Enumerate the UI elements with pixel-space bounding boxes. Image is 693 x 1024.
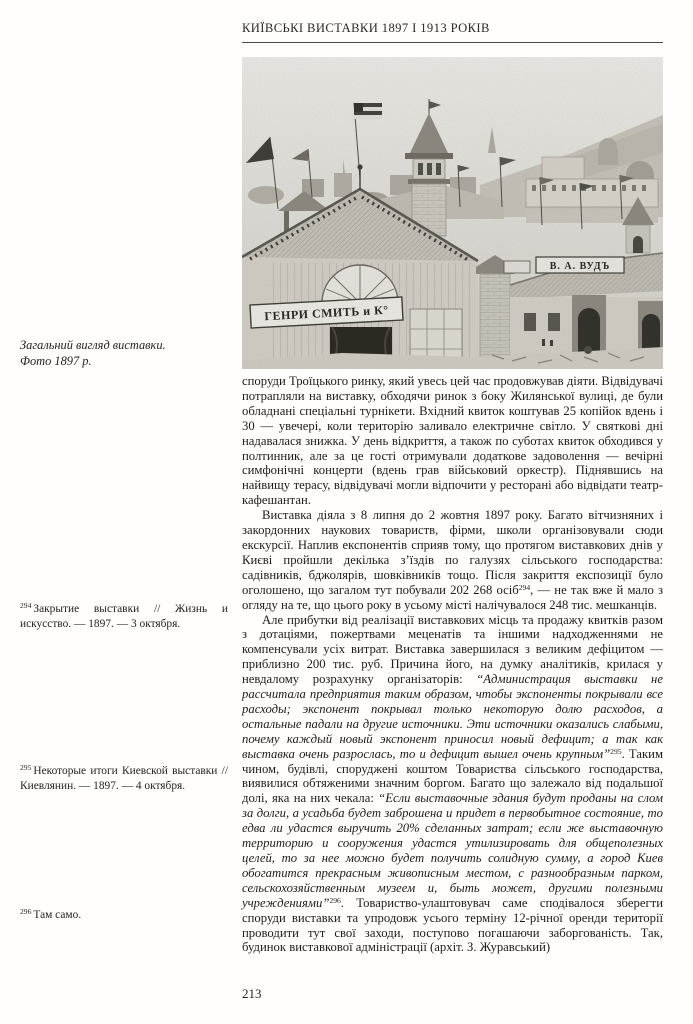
page-number: 213 [242, 986, 262, 1001]
paragraph-3-quote-1: “Администрация выставки не рассчитала предприятия таким образом, чтобы экспоненты покрывали все расходы; экспонент покрывал только некоторую долю расходов, а остальные падали на другие источники. Эти источники оказались слабыми, почему каждый новый экспонент приносил новый дефицит; а так как выставка очень разрослась, то и дефицит вышел очень крупным” [242, 672, 663, 761]
footnote-ref-294: 294 [518, 582, 531, 592]
page-header-title: КИЇВСЬКІ ВИСТАВКИ 1897 І 1913 РОКІВ [242, 21, 490, 35]
paragraph-3 [242, 613, 663, 956]
exhibition-photo [242, 57, 663, 369]
footnote-text-294: Закрытие выставки // Жизнь и искусство. — 1897. — 3 октября. [20, 603, 228, 630]
footnote-ref-296: 296 [329, 895, 341, 905]
footnote-ref-295: 295 [610, 746, 622, 756]
photo-grain-overlay [242, 57, 663, 369]
photo-caption-line1: Загальний вигляд виставки. [20, 338, 166, 352]
footnote-marker-295: 295 [20, 763, 32, 772]
photo-caption [20, 337, 225, 369]
footnote-marker-294: 294 [20, 601, 32, 610]
header-rule [242, 42, 663, 43]
paragraph-2-text-a: Виставка діяла з 8 липня до 2 жовтня 1897 року. Багато вітчизняних і закордонних наукових товариств, фірми, школи організовували сюди екскурсії. Наплив експонентів сприяв тому, що протягом виставкових днів у Києві пройшли декілька з’їздів по галузях сільського господарства: садівників, бджолярів, шовківників тощо. Після закриття експозиції було оголошено, що загалом тут побували 202 268 осіб [242, 508, 663, 597]
footnote-295 [20, 764, 228, 794]
paragraph-3-text-b: . Таким чином, будівлі, споруджені коштом Товариства сільського господарства, виявилися обтяженими значним боргом. Багато що залежало від подальшої долі, яка на них чекала: [242, 746, 663, 806]
footnote-text-296: Там само. [33, 909, 82, 921]
svg-text:ГЕНРИ СМИТЬ и К°: ГЕНРИ СМИТЬ и К° [264, 302, 389, 324]
paragraph-3-text-a: Але прибутки від реалізації виставкових місць та продажу квитків разом з дотаціями, пожертвами меценатів та іншими надходженнями не компенсували усіх витрат. Виставка завершилася з великим дефіцитом — приблизно 200 тис. руб. Причина його, на думку аналітиків, крилася у невдалому розрахунку організаторів: [242, 612, 663, 687]
main-text-column [242, 374, 663, 955]
photo-caption-line2: Фото 1897 р. [20, 354, 92, 368]
exhibition-photo-illustration [242, 57, 663, 369]
footnote-marker-296: 296 [20, 907, 32, 916]
paragraph-2-text-b: , — не так вже й мало з огляду на те, що цього року в усьому місті налічувалося 248 тис. мешканців. [242, 582, 663, 612]
footnote-294 [20, 602, 228, 632]
footnote-296 [20, 908, 228, 923]
paragraph-1-text: споруди Троїцького ринку, який увесь цей час продовжував діяти. Відвідувачі потрапляли на виставку, обходячи ринок з боку Жилянської вулиці, де були обладнані спеціальні турнікети. Вхідний квиток коштував 25 копійок вдень і 30 — увечері, коли територію заливало електричне світло. У святкові дні надавалася знижка. У день відкриття, а також по суботах квиток обходився у полтинник, але за це гості отримували додаткове задоволення — вечірні симфонічні концерти (вдень грав військовий оркестр). Піднявшись на найвищу терасу, відвідувачі могли відпочити у ресторані або відвідати театр-кафешантан. [242, 374, 663, 508]
paragraph-3-text-c: . Товариство-улаштовувач саме сподівалося зберегти споруди виставки та упродовж усього терміну 12-річної оренди території проводити тут свої заходи, поступово погашаючи заборгованість. Так, будинок виставкової адміністрації (архіт. З. Журавський) [242, 895, 663, 955]
svg-text:В. А. ВУДЪ: В. А. ВУДЪ [549, 261, 611, 272]
paragraph-3-quote-2: “Если выставочные здания будут проданы на слом за долги, а усадьба будет заброшена и придет в первобытное состояние, то едва ли удастся выручить 20% сделанных затрат; если же выставочную территорию и сооружения удастся утилизировать для общеполезных целей, то за нее можно будет получить солидную сумму, а город Киев обогатится прекрасным живописным местом, с разнообразным парком, сельскохозяйственным музеем и, быть может, другими полезными учреждениями” [242, 791, 663, 910]
paragraph-2 [242, 508, 663, 612]
footnote-text-295: Некоторые итоги Киевской выставки // Киевлянин. — 1897. — 4 октября. [20, 765, 228, 792]
paragraph-1 [242, 374, 663, 508]
